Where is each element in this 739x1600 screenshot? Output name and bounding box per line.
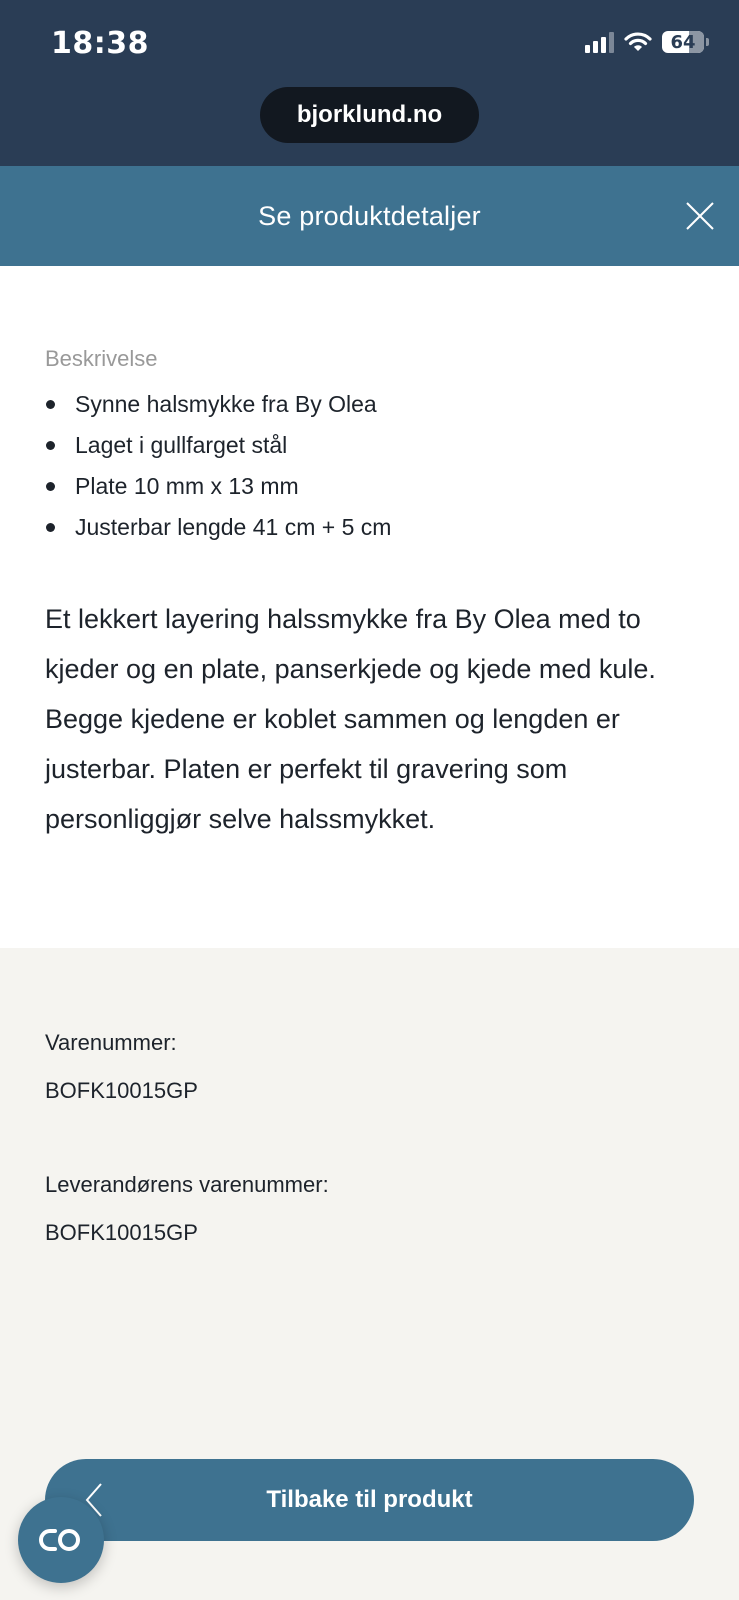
bullet-icon (46, 482, 55, 491)
item-number-value: BOFK10015GP (45, 1078, 198, 1103)
modal-header (0, 166, 739, 266)
description-text: Et lekkert layering halssmykke fra By Olea med to kjeder og en plate, panserkjede og kjede med kule. Begge kjedene er koblet sammen og lengden er justerbar. Platen er perfekt til gravering som personliggjør selve halssmykket. (45, 604, 656, 834)
feature-item: Justerbar lengde 41 cm + 5 cm (45, 507, 391, 548)
item-number-group (45, 1027, 329, 1107)
status-bar (0, 0, 739, 166)
product-meta (45, 1027, 329, 1249)
description-label: Beskrivelse (45, 346, 158, 371)
signal-icon (585, 31, 614, 53)
close-button[interactable] (683, 199, 717, 233)
feature-item: Synne halsmykke fra By Olea (45, 384, 391, 425)
modal-title: Se produktdetaljer (258, 200, 481, 231)
description-section (0, 266, 739, 948)
back-button-label: Tilbake til produkt (266, 1486, 473, 1513)
close-icon (683, 199, 717, 233)
chat-co-icon (38, 1527, 84, 1553)
battery-icon (662, 31, 704, 53)
bullet-icon (46, 400, 55, 409)
back-to-product-button[interactable] (45, 1459, 694, 1541)
battery-percent: 64 (670, 31, 696, 53)
wifi-icon (624, 31, 652, 53)
feature-list (45, 384, 391, 548)
feature-item: Plate 10 mm x 13 mm (45, 466, 391, 507)
bullet-icon (46, 523, 55, 532)
supplier-number-value: BOFK10015GP (45, 1220, 198, 1245)
status-time: 18:38 (51, 26, 149, 61)
supplier-number-label: Leverandørens varenummer: (45, 1172, 329, 1197)
battery-tip (706, 38, 709, 46)
bullet-icon (46, 441, 55, 450)
status-icons (585, 31, 709, 53)
chat-button[interactable] (18, 1497, 104, 1583)
url-bar[interactable]: bjorklund.no (260, 87, 479, 143)
feature-item: Laget i gullfarget stål (45, 425, 391, 466)
item-number-label: Varenummer: (45, 1030, 177, 1055)
supplier-number-group (45, 1169, 329, 1249)
